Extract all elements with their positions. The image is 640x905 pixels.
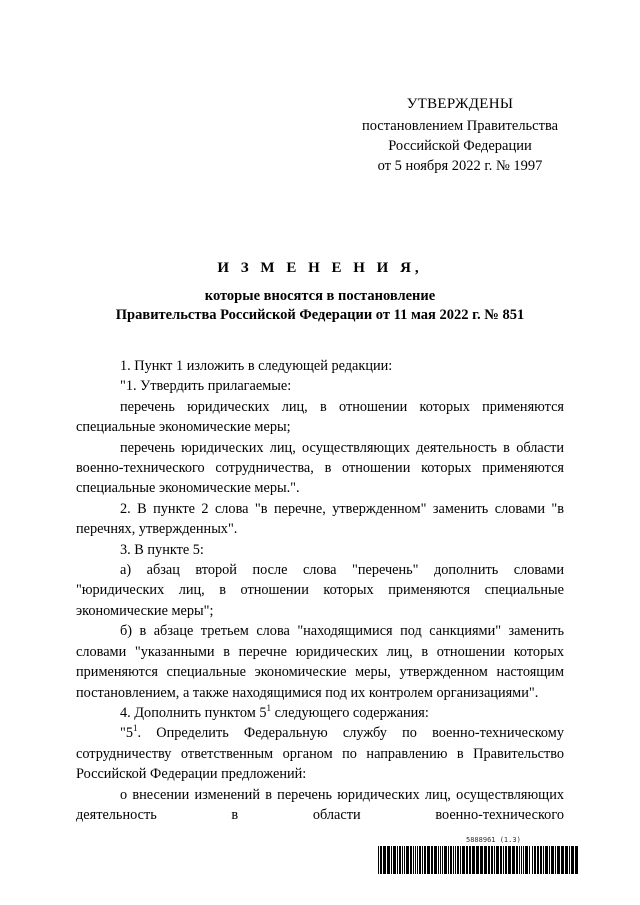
barcode-icon: [378, 846, 578, 874]
paragraph-6: 3. В пункте 5:: [120, 541, 204, 558]
paragraph-10-superscript: 1: [133, 723, 138, 734]
approval-line-1: постановлением Правительства: [361, 118, 559, 134]
paragraph-10-text-a: "5: [120, 725, 133, 742]
paragraph-9-superscript: 1: [266, 703, 272, 714]
title-sub-2: Правительства Российской Федерации от 11 мая 2022 г. № 851: [115, 307, 525, 323]
paragraph-10-text-b: . Определить Федеральную службу по военно-техническому сотрудничеству ответственным органом по направлению в Правительство Российской Федерации предложений:: [76, 725, 564, 783]
document-body: [76, 356, 564, 825]
approval-line-2: Российской Федерации: [388, 138, 532, 154]
barcode: [378, 836, 578, 874]
paragraph-3: перечень юридических лиц, в отношении которых применяются специальные экономические меры;: [76, 398, 564, 436]
paragraph-2: "1. Утвердить прилагаемые:: [120, 378, 292, 395]
paragraph-4: перечень юридических лиц, осуществляющих деятельность в области военно-технического сотрудничества, в отношении которых применяются специальные экономические меры.".: [76, 439, 564, 497]
paragraph-8: б) в абзаце третьем слова "находящимися под санкциями" заменить словами "указанными в перечне юридических лиц, в отношении которых применяются специальные экономические меры, утвержденном настоящим постановлением, а также находящимися под их контролем организациями".: [76, 623, 564, 701]
paragraph-9: [76, 703, 564, 723]
approval-line-3: от 5 ноября 2022 г. № 1997: [377, 158, 543, 174]
title-sub-1: которые вносятся в постановление: [204, 288, 436, 304]
barcode-label: 5888961 (1.3): [466, 836, 521, 844]
paragraph-10: [76, 723, 564, 784]
approval-block: [340, 94, 580, 176]
paragraph-5: 2. В пункте 2 слова "в перечне, утвержденном" заменить словами "в перечнях, утвержденных".: [76, 500, 564, 538]
paragraph-11: о внесении изменений в перечень юридических лиц, осуществляющих деятельность в области военно-технического: [76, 786, 564, 823]
document-title: [60, 260, 580, 325]
title-main: И З М Е Н Е Н И Я,: [217, 260, 423, 276]
approval-heading: УТВЕРЖДЕНЫ: [406, 96, 514, 112]
paragraph-1: 1. Пункт 1 изложить в следующей редакции:: [120, 358, 393, 374]
paragraph-9-text-b: следующего содержания:: [271, 704, 429, 721]
paragraph-7: а) абзац второй после слова "перечень" дополнить словами "юридических лиц, в отношении которых применяются специальные экономические меры";: [76, 562, 564, 619]
paragraph-9-text-a: 4. Дополнить пунктом 5: [120, 704, 267, 721]
